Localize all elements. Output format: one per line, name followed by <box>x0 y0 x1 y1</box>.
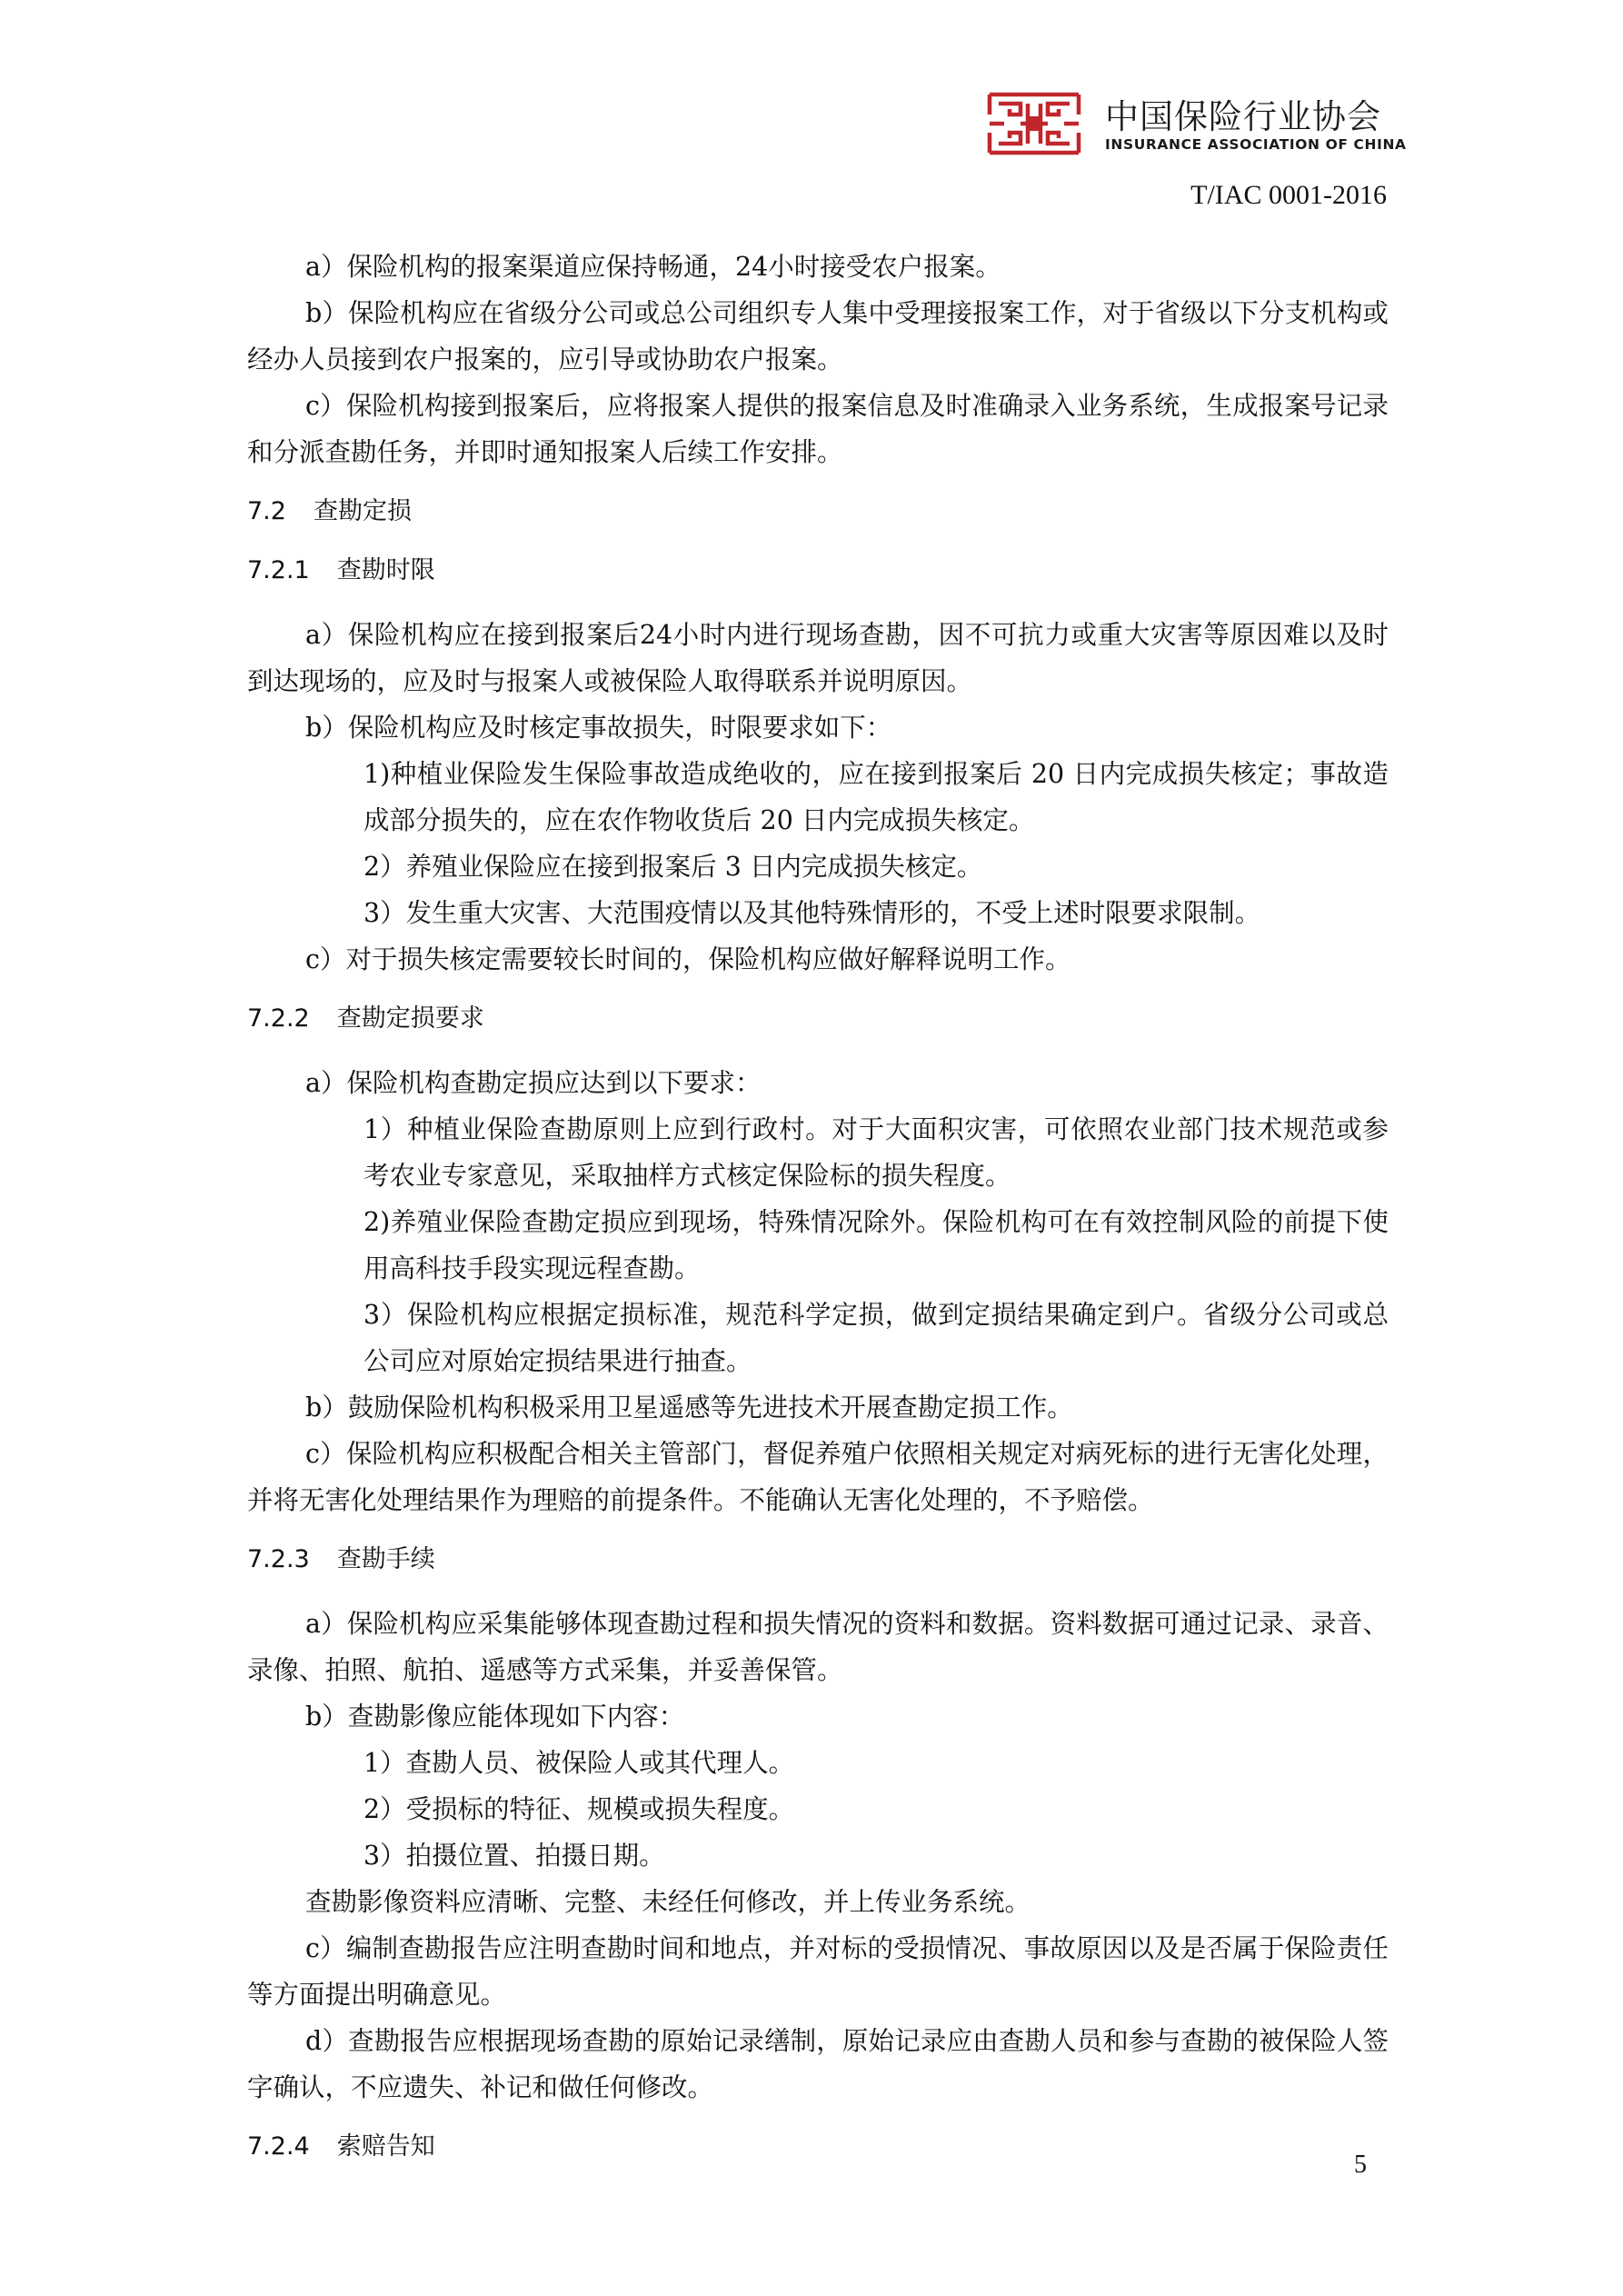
paragraph: a）保险机构应在接到报案后24小时内进行现场查勘，因不可抗力或重大灾害等原因难以及时到达现场的，应及时与报案人或被保险人取得联系并说明原因。 <box>247 620 1389 696</box>
section-number: 7.2.4 <box>247 2132 310 2161</box>
list-item: 2)养殖业保险查勘定损应到现场，特殊情况除外。保险机构可在有效控制风险的前提下使用高科技手段实现远程查勘。 <box>363 1207 1389 1283</box>
paragraph: c）编制查勘报告应注明查勘时间和地点，并对标的受损情况、事故原因以及是否属于保险责任等方面提出明确意见。 <box>247 1933 1389 2010</box>
list-item: 3）拍摄位置、拍摄日期。 <box>363 1841 665 1871</box>
paragraph: c）保险机构应积极配合相关主管部门，督促养殖户依照相关规定对病死标的进行无害化处理，并将无害化处理结果作为理赔的前提条件。不能确认无害化处理的，不予赔偿。 <box>247 1439 1389 1515</box>
section-number: 7.2.2 <box>247 1004 310 1033</box>
document-number: T/IAC 0001-2016 <box>1190 180 1387 210</box>
list-item: 2）受损标的特征、规模或损失程度。 <box>363 1794 795 1824</box>
paragraph: b）鼓励保险机构积极采用卫星遥感等先进技术开展查勘定损工作。 <box>305 1393 1073 1423</box>
paragraph: a）保险机构应采集能够体现查勘过程和损失情况的资料和数据。资料数据可通过记录、录音、录像、拍照、航拍、遥感等方式采集，并妥善保管。 <box>247 1609 1389 1685</box>
section-heading-7-2-4 <box>247 2123 1389 2170</box>
list-item: 3）保险机构应根据定损标准，规范科学定损，做到定损结果确定到户。省级分公司或总公司应对原始定损结果进行抽查。 <box>363 1300 1389 1376</box>
association-logo <box>984 84 1407 164</box>
page-number: 5 <box>1354 2151 1367 2179</box>
document-body <box>247 244 1389 2170</box>
paragraph: 查勘影像资料应清晰、完整、未经任何修改，并上传业务系统。 <box>305 1887 1031 1917</box>
list-item: 1）查勘人员、被保险人或其代理人。 <box>363 1748 795 1778</box>
paragraph: c）对于损失核定需要较长时间的，保险机构应做好解释说明工作。 <box>305 944 1071 974</box>
section-title: 查勘定损 <box>313 497 412 525</box>
association-name-en: INSURANCE ASSOCIATION OF CHINA <box>1105 136 1407 153</box>
paragraph: a）保险机构查勘定损应达到以下要求： <box>305 1068 762 1098</box>
paragraph: b）保险机构应在省级分公司或总公司组织专人集中受理接报案工作，对于省级以下分支机构或经办人员接到农户报案的，应引导或协助农户报案。 <box>247 298 1389 374</box>
section-number: 7.2 <box>247 497 286 525</box>
list-item: 2）养殖业保险应在接到报案后 3 日内完成损失核定。 <box>363 852 983 882</box>
section-title: 查勘时限 <box>336 556 435 584</box>
paragraph: d）查勘报告应根据现场查勘的原始记录缮制，原始记录应由查勘人员和参与查勘的被保险人签字确认，不应遗失、补记和做任何修改。 <box>247 2026 1389 2102</box>
section-heading-7-2-1 <box>247 547 1389 594</box>
section-number: 7.2.1 <box>247 556 310 584</box>
section-heading-7-2-3 <box>247 1536 1389 1582</box>
association-emblem-icon <box>984 84 1084 164</box>
section-title: 索赔告知 <box>336 2132 435 2161</box>
section-number: 7.2.3 <box>247 1545 310 1573</box>
section-heading-7-2-2 <box>247 995 1389 1042</box>
list-item: 3）发生重大灾害、大范围疫情以及其他特殊情形的，不受上述时限要求限制。 <box>363 898 1261 928</box>
section-heading-7-2 <box>247 488 1389 534</box>
paragraph: c）保险机构接到报案后，应将报案人提供的报案信息及时准确录入业务系统，生成报案号记录和分派查勘任务，并即时通知报案人后续工作安排。 <box>247 391 1389 467</box>
paragraph: b）保险机构应及时核定事故损失，时限要求如下： <box>305 713 892 743</box>
paragraph: a）保险机构的报案渠道应保持畅通，24小时接受农户报案。 <box>305 252 1001 282</box>
section-title: 查勘手续 <box>336 1545 435 1573</box>
paragraph: b）查勘影像应能体现如下内容： <box>305 1702 685 1732</box>
section-title: 查勘定损要求 <box>336 1004 484 1033</box>
association-name-cn: 中国保险行业协会 <box>1105 97 1381 136</box>
list-item: 1）种植业保险查勘原则上应到行政村。对于大面积灾害，可依照农业部门技术规范或参考农业专家意见，采取抽样方式核定保险标的损失程度。 <box>363 1114 1389 1191</box>
list-item: 1)种植业保险发生保险事故造成绝收的，应在接到报案后 20 日内完成损失核定；事故造成部分损失的，应在农作物收货后 20 日内完成损失核定。 <box>363 759 1389 835</box>
